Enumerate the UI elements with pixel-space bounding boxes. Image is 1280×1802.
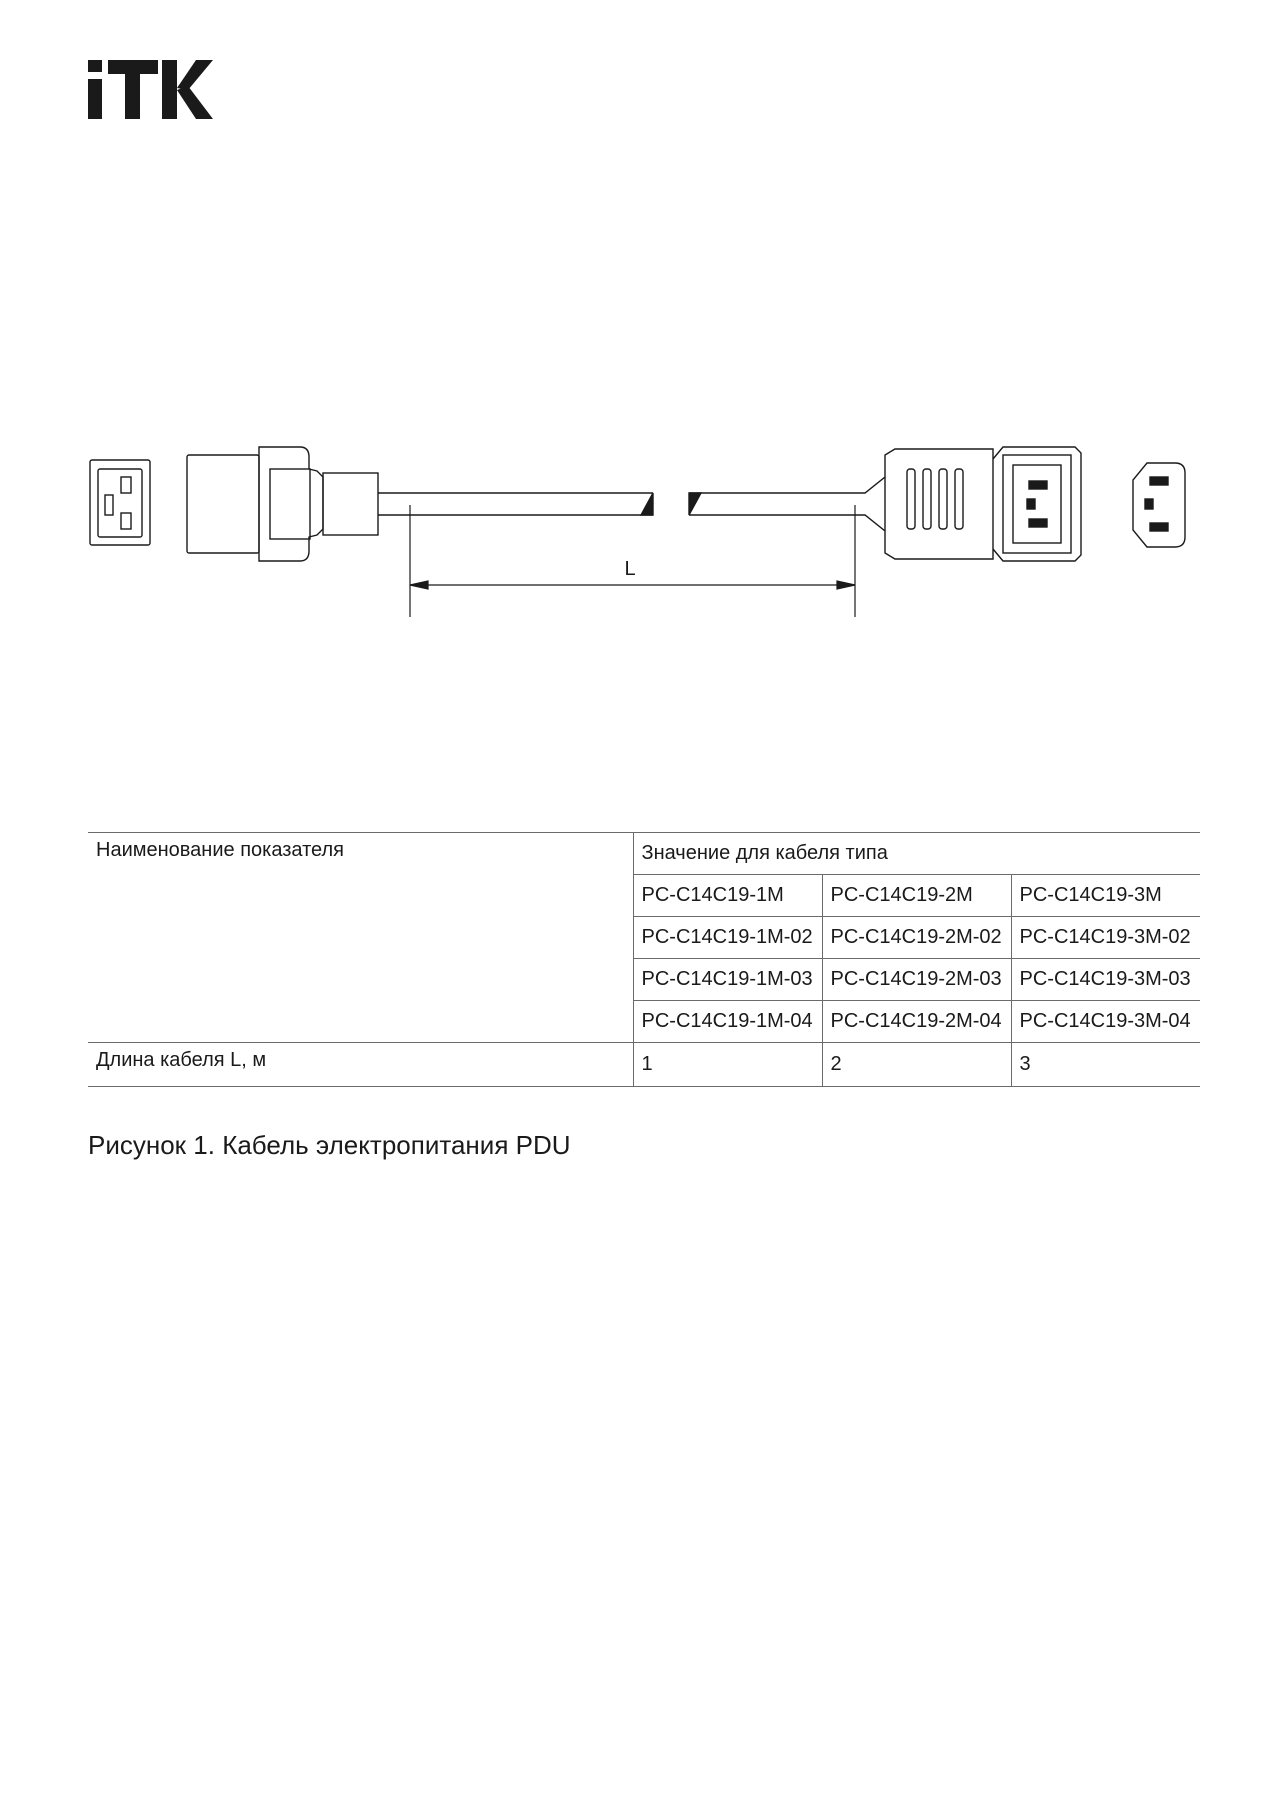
length-label-cell: Длина кабеля L, м <box>88 1043 633 1087</box>
spec-table <box>88 832 1200 1087</box>
length-value-cell: 2 <box>822 1043 1011 1087</box>
length-value-cell: 3 <box>1011 1043 1200 1087</box>
model-cell: PC-C14C19-1M <box>633 875 822 917</box>
param-header-cell <box>88 833 633 1043</box>
cable-drawing <box>85 445 1205 620</box>
model-cell: PC-C14C19-1M-03 <box>633 959 822 1001</box>
model-cell: PC-C14C19-2M-02 <box>822 917 1011 959</box>
table-header-row <box>88 833 1200 875</box>
length-value-cell: 1 <box>633 1043 822 1087</box>
model-cell: PC-C14C19-3M <box>1011 875 1200 917</box>
model-cell: PC-C14C19-3M-04 <box>1011 1001 1200 1043</box>
model-cell: PC-C14C19-1M-02 <box>633 917 822 959</box>
itk-logo <box>88 60 213 122</box>
model-cell: PC-C14C19-3M-03 <box>1011 959 1200 1001</box>
value-header-cell <box>633 833 1200 875</box>
model-cell: PC-C14C19-2M-03 <box>822 959 1011 1001</box>
dimension-label: L <box>624 558 636 580</box>
value-header: Значение для кабеля типа <box>641 842 888 864</box>
table-row <box>88 1043 1200 1087</box>
c19-connector-icon <box>187 447 378 561</box>
param-header: Наименование показателя <box>96 839 344 861</box>
c14-face-icon <box>1133 463 1185 547</box>
figure-caption: Рисунок 1. Кабель электропитания PDU <box>88 1130 571 1160</box>
model-cell: PC-C14C19-3M-02 <box>1011 917 1200 959</box>
c19-face-icon <box>90 460 150 545</box>
c14-connector-icon <box>855 447 1081 561</box>
model-cell: PC-C14C19-2M-04 <box>822 1001 1011 1043</box>
model-cell: PC-C14C19-1M-04 <box>633 1001 822 1043</box>
model-cell: PC-C14C19-2M <box>822 875 1011 917</box>
